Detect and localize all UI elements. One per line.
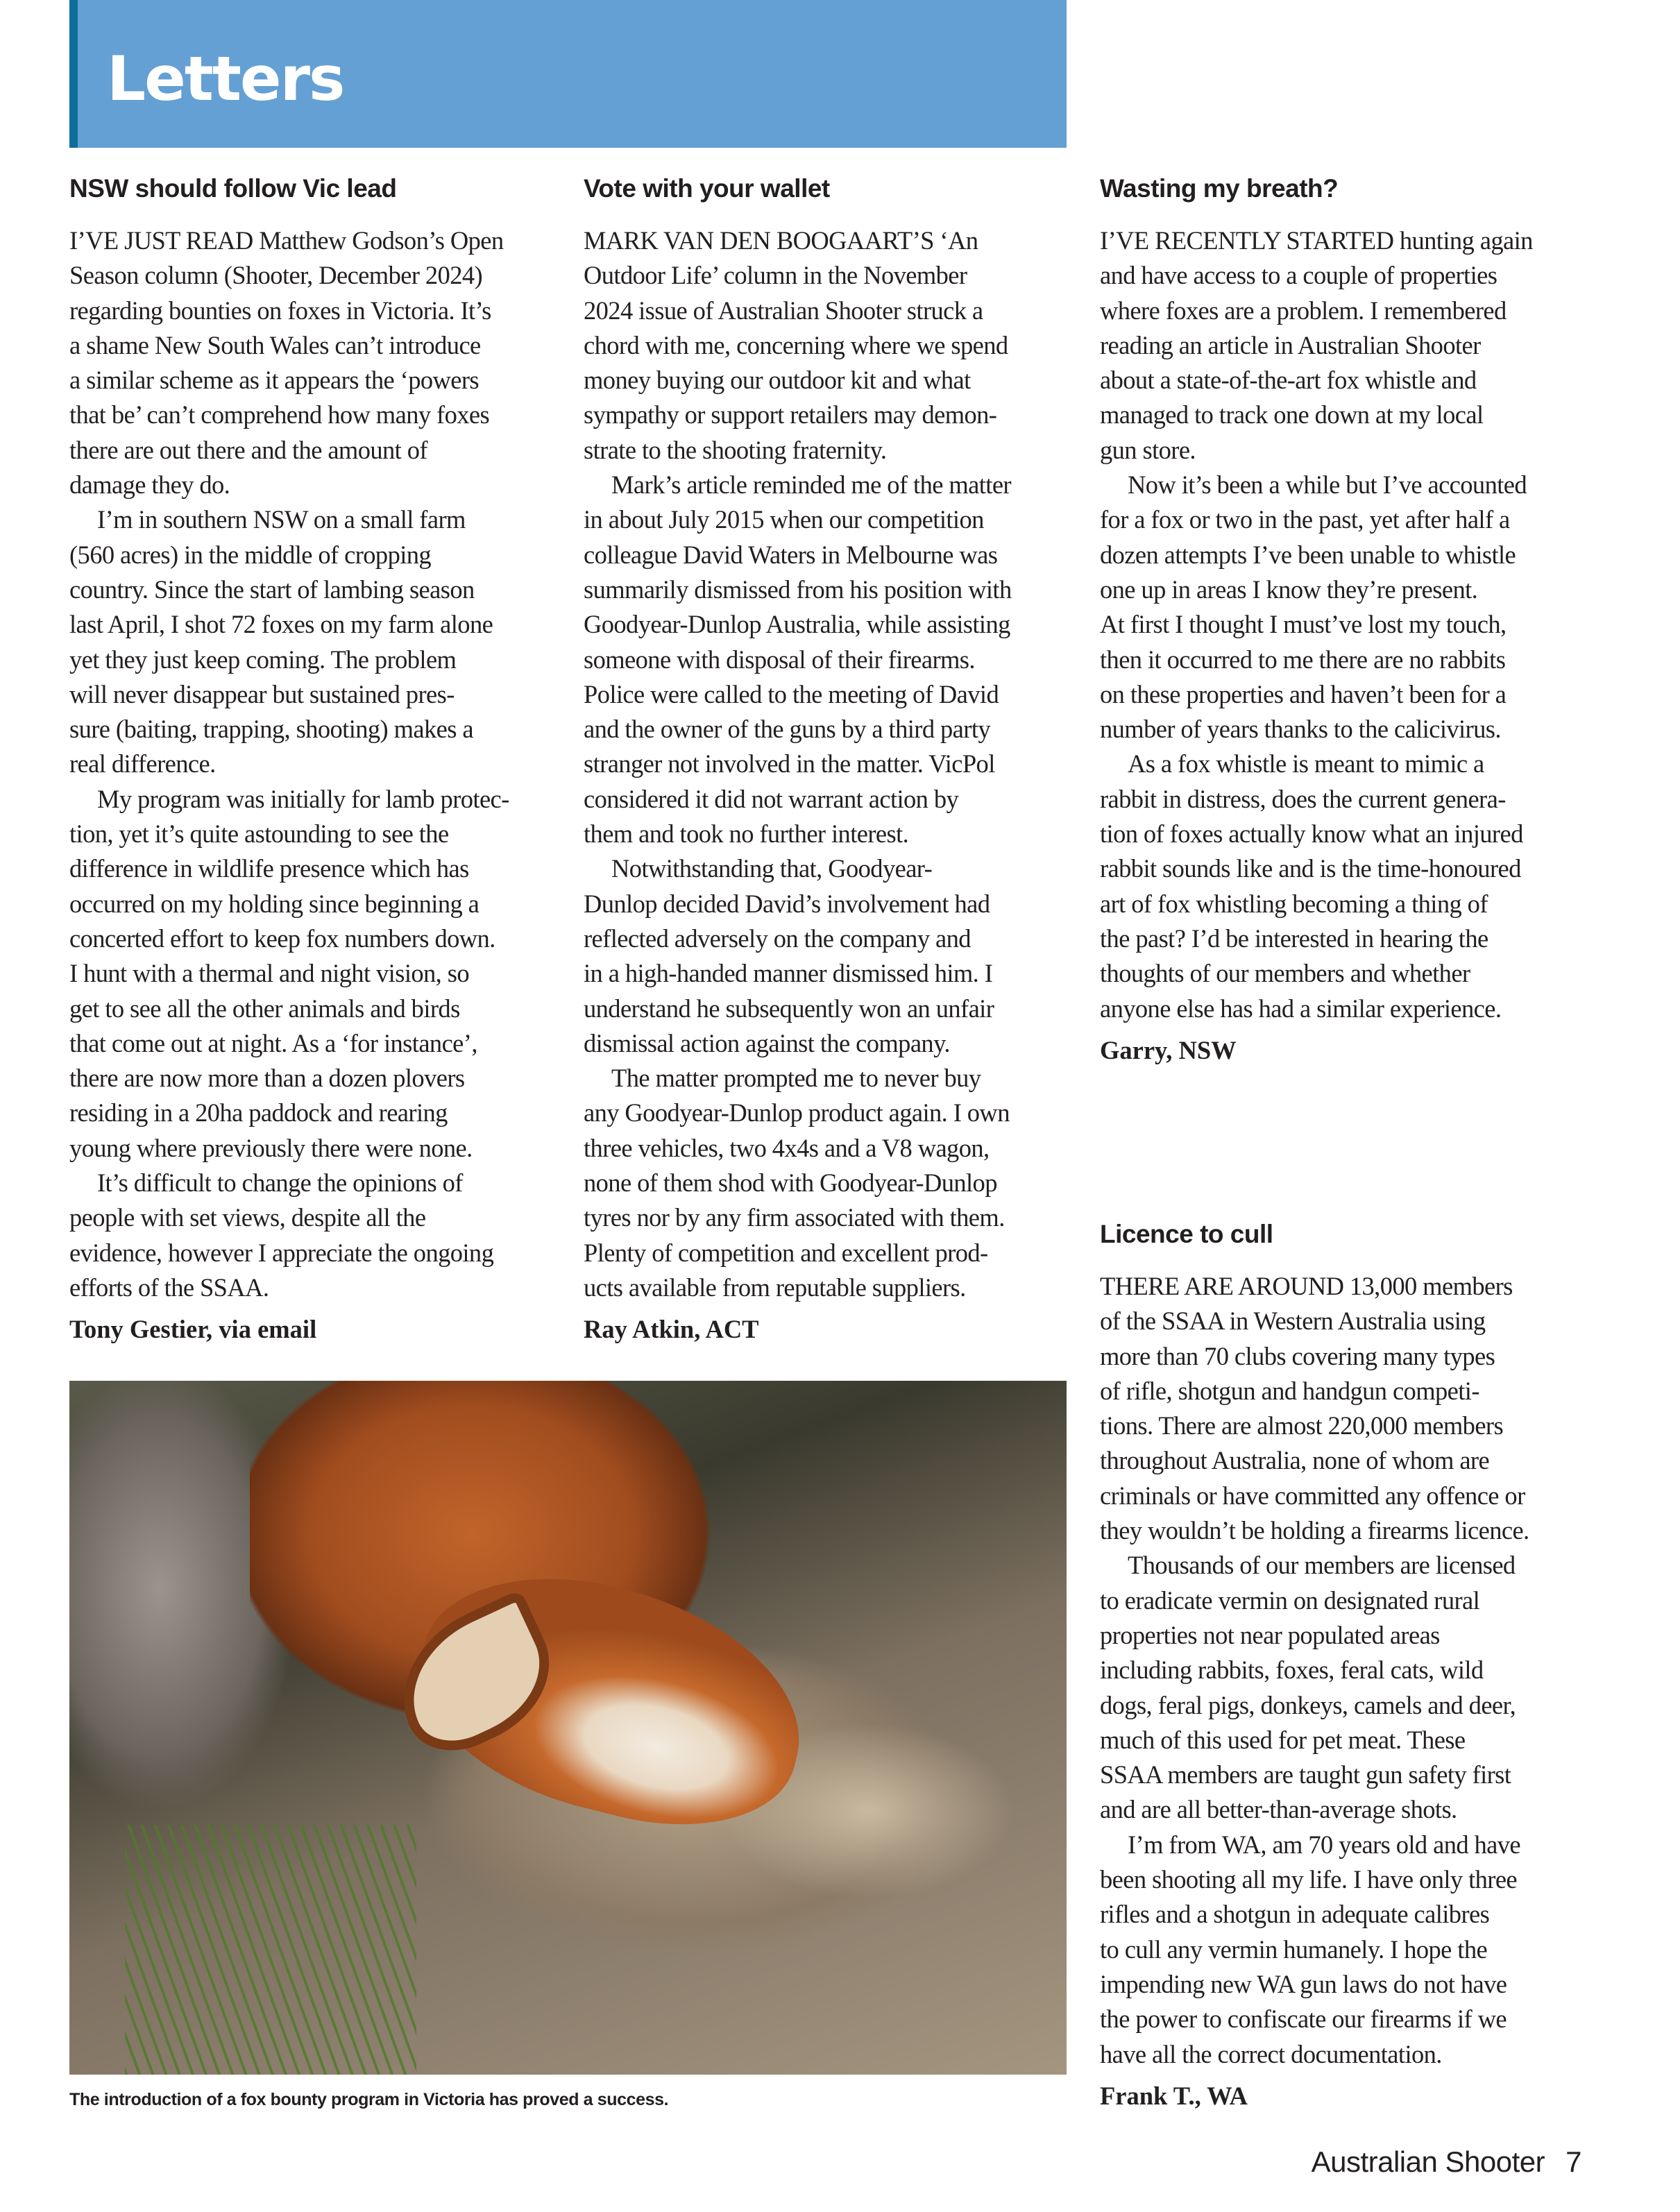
- body-text-line: concerted effort to keep fox numbers down.: [69, 924, 495, 953]
- body-text-line: to eradicate vermin on designated rural: [1100, 1585, 1480, 1615]
- body-text-line: occurred on my holding since beginning a: [69, 889, 480, 918]
- page-footer: [1312, 2145, 1581, 2179]
- body-text-line: and are all better-than-average shots.: [1100, 1795, 1457, 1824]
- section-title: Letters: [107, 43, 344, 114]
- body-text-line: reflected adversely on the company and: [584, 924, 971, 953]
- body-text-line: and the owner of the guns by a third party: [584, 715, 991, 744]
- body-text-line: chord with me, concerning where we spend: [584, 330, 1008, 359]
- body-text-line: that be’ can’t comprehend how many foxes: [69, 400, 490, 429]
- body-text-line: rabbit sounds like and is the time-honoured: [1100, 854, 1521, 883]
- body-text-line: people with set views, despite all the: [69, 1203, 426, 1232]
- body-text-line: thoughts of our members and whether: [1100, 959, 1470, 988]
- body-text-line: 2024 issue of Australian Shooter struck a: [584, 296, 983, 325]
- body-text-line: throughout Australia, none of whom are: [1100, 1446, 1490, 1475]
- body-text-line: more than 70 clubs covering many types: [1100, 1341, 1495, 1370]
- body-text-line: reading an article in Australian Shooter: [1100, 330, 1481, 359]
- body-text-line: Goodyear-Dunlop Australia, while assisting: [584, 610, 1010, 639]
- body-text-line: where foxes are a problem. I remembered: [1100, 296, 1507, 325]
- letter-heading: Vote with your wallet: [584, 174, 830, 203]
- letter-signature: Garry, NSW: [1100, 1035, 1237, 1064]
- body-text-line: Now it’s been a while but I’ve accounted: [1128, 470, 1527, 500]
- publication-name: Australian Shooter: [1311, 2145, 1545, 2178]
- body-text-line: dozen attempts I’ve been unable to whistle: [1100, 540, 1516, 569]
- body-text-line: understand he subsequently won an unfair: [584, 994, 994, 1023]
- body-text-line: money buying our outdoor kit and what: [584, 366, 971, 395]
- body-text-line: Season column (Shooter, December 2024): [69, 261, 483, 290]
- letter-heading: NSW should follow Vic lead: [69, 174, 397, 203]
- letter-wasting-breath: [1100, 173, 1600, 1068]
- letter-signature: Ray Atkin, ACT: [584, 1315, 759, 1344]
- body-text-line: I’VE RECENTLY STARTED hunting again: [1100, 226, 1533, 255]
- body-text-line: colleague David Waters in Melbourne was: [584, 540, 998, 569]
- body-text-line: including rabbits, foxes, feral cats, wild: [1100, 1656, 1484, 1685]
- body-text-line: about a state-of-the-art fox whistle and: [1100, 366, 1477, 395]
- body-text-line: difference in wildlife presence which has: [69, 854, 469, 883]
- body-text-line: Plenty of competition and excellent prod-: [584, 1238, 988, 1267]
- body-text-line: that come out at night. As a ‘for instance’,: [69, 1028, 477, 1057]
- body-text-line: then it occurred to me there are no rabbits: [1100, 645, 1506, 674]
- body-text-line: strate to the shooting fraternity.: [584, 435, 887, 464]
- body-text-line: properties not near populated areas: [1100, 1620, 1440, 1649]
- body-text-line: I’m from WA, am 70 years old and have: [1128, 1830, 1521, 1859]
- body-text-line: a similar scheme as it appears the ‘powers: [69, 366, 480, 395]
- letter-licence-to-cull: [1100, 1219, 1600, 2113]
- body-text-line: three vehicles, two 4x4s and a V8 wagon,: [584, 1133, 990, 1162]
- body-text-line: As a fox whistle is meant to mimic a: [1128, 749, 1484, 779]
- body-text-line: country. Since the start of lambing season: [69, 575, 475, 604]
- body-text-line: on these properties and haven’t been for a: [1100, 679, 1507, 708]
- body-text-line: in about July 2015 when our competition: [584, 505, 984, 534]
- page-number: 7: [1566, 2145, 1581, 2178]
- body-text-line: ucts available from reputable suppliers.: [584, 1273, 966, 1302]
- body-text-line: will never disappear but sustained pres-: [69, 679, 455, 708]
- body-text-line: gun store.: [1100, 435, 1196, 464]
- body-text-line: the past? I’d be interested in hearing the: [1100, 924, 1488, 953]
- body-text-line: any Goodyear-Dunlop product again. I own: [584, 1098, 1010, 1128]
- body-text-line: residing in a 20ha paddock and rearing: [69, 1098, 448, 1128]
- body-text-line: there are out there and the amount of: [69, 435, 427, 464]
- body-text-line: evidence, however I appreciate the ongoing: [69, 1238, 494, 1267]
- body-text-line: tions. There are almost 220,000 members: [1100, 1411, 1504, 1440]
- body-text-line: I’VE JUST READ Matthew Godson’s Open: [69, 226, 504, 255]
- body-text-line: someone with disposal of their firearms.: [584, 645, 975, 674]
- letter-heading: Wasting my breath?: [1100, 174, 1339, 203]
- body-text-line: the power to confiscate our firearms if we: [1100, 2005, 1507, 2034]
- body-text-line: dogs, feral pigs, donkeys, camels and deer,: [1100, 1690, 1516, 1719]
- body-text-line: in a high-handed manner dismissed him. I: [584, 959, 993, 988]
- body-text-line: them and took no further interest.: [584, 819, 909, 849]
- body-text-line: get to see all the other animals and birds: [69, 994, 460, 1023]
- body-text-line: rifles and a shotgun in adequate calibres: [1100, 1900, 1490, 1929]
- body-text-line: Dunlop decided David’s involvement had: [584, 889, 990, 918]
- body-text-line: art of fox whistling becoming a thing of: [1100, 889, 1488, 918]
- letter-heading: Licence to cull: [1100, 1220, 1273, 1248]
- body-text-line: I hunt with a thermal and night vision, so: [69, 959, 469, 988]
- body-text-line: tion of foxes actually know what an injured: [1100, 819, 1523, 849]
- grass: [125, 1825, 416, 2075]
- letter-vote-with-wallet: [584, 173, 1083, 1347]
- body-text-line: damage they do.: [69, 470, 230, 500]
- body-text-line: stranger not involved in the matter. VicPol: [584, 749, 995, 779]
- letter-signature: Tony Gestier, via email: [69, 1315, 317, 1344]
- body-text-line: none of them shod with Goodyear-Dunlop: [584, 1168, 997, 1198]
- body-text-line: considered it did not warrant action by: [584, 784, 959, 813]
- body-text-line: rabbit in distress, does the current genera-: [1100, 784, 1506, 813]
- body-text-line: (560 acres) in the middle of cropping: [69, 540, 432, 569]
- body-text-line: Police were called to the meeting of David: [584, 679, 999, 708]
- body-text-line: yet they just keep coming. The problem: [69, 645, 457, 674]
- body-text-line: regarding bounties on foxes in Victoria. It’s: [69, 296, 491, 325]
- letter-nsw-vic-lead: [69, 173, 569, 1347]
- letter-signature: Frank T., WA: [1100, 2081, 1248, 2110]
- body-text-line: one up in areas I know they’re present.: [1100, 575, 1478, 604]
- body-text-line: dismissal action against the company.: [584, 1028, 950, 1057]
- body-text-line: managed to track one down at my local: [1100, 400, 1484, 429]
- body-text-line: efforts of the SSAA.: [69, 1273, 269, 1302]
- body-text-line: anyone else has had a similar experience.: [1100, 994, 1502, 1023]
- body-text-line: number of years thanks to the calicivirus.: [1100, 715, 1501, 744]
- body-text-line: tion, yet it’s quite astounding to see the: [69, 819, 449, 849]
- body-text-line: a shame New South Wales can’t introduce: [69, 330, 481, 359]
- body-text-line: I’m in southern NSW on a small farm: [97, 505, 466, 534]
- body-text-line: Mark’s article reminded me of the matter: [611, 470, 1011, 500]
- body-text-line: there are now more than a dozen plovers: [69, 1064, 465, 1093]
- body-text-line: Notwithstanding that, Goodyear-: [611, 854, 933, 883]
- fox-photo: [69, 1381, 1067, 2075]
- body-text-line: The matter prompted me to never buy: [611, 1064, 981, 1093]
- body-text-line: criminals or have committed any offence or: [1100, 1481, 1525, 1510]
- body-text-line: been shooting all my life. I have only three: [1100, 1865, 1518, 1894]
- body-text-line: and have access to a couple of properties: [1100, 261, 1497, 290]
- body-text-line: last April, I shot 72 foxes on my farm alone: [69, 610, 493, 639]
- body-text-line: to cull any vermin humanely. I hope the: [1100, 1934, 1488, 1964]
- body-text-line: they wouldn’t be holding a firearms licence.: [1100, 1516, 1529, 1545]
- body-text-line: sympathy or support retailers may demon-: [584, 400, 997, 429]
- body-text-line: of rifle, shotgun and handgun competi-: [1100, 1376, 1479, 1405]
- body-text-line: MARK VAN DEN BOOGAART’S ‘An: [584, 226, 978, 255]
- body-text-line: At first I thought I must’ve lost my touch,: [1100, 610, 1507, 639]
- body-text-line: have all the correct documentation.: [1100, 2039, 1442, 2068]
- body-text-line: SSAA members are taught gun safety first: [1100, 1760, 1511, 1789]
- body-text-line: impending new WA gun laws do not have: [1100, 1969, 1507, 1998]
- body-text-line: much of this used for pet meat. These: [1100, 1725, 1466, 1754]
- body-text-line: My program was initially for lamb protec-: [97, 784, 509, 813]
- photo-caption: The introduction of a fox bounty program in Victoria has proved a success.: [69, 2090, 669, 2109]
- body-text-line: THERE ARE AROUND 13,000 members: [1100, 1272, 1513, 1300]
- body-text-line: sure (baiting, trapping, shooting) makes a: [69, 715, 473, 744]
- body-text-line: of the SSAA in Western Australia using: [1100, 1307, 1486, 1336]
- body-text-line: for a fox or two in the past, yet after half a: [1100, 505, 1510, 534]
- section-banner: [69, 0, 1067, 148]
- body-text-line: tyres nor by any firm associated with them.: [584, 1203, 1005, 1232]
- body-text-line: Outdoor Life’ column in the November: [584, 261, 967, 290]
- body-text-line: real difference.: [69, 749, 216, 779]
- body-text-line: Thousands of our members are licensed: [1128, 1551, 1516, 1580]
- body-text-line: summarily dismissed from his position with: [584, 575, 1012, 604]
- body-text-line: young where previously there were none.: [69, 1133, 473, 1162]
- banner-accent-stripe: [69, 0, 78, 148]
- body-text-line: It’s difficult to change the opinions of: [97, 1168, 463, 1198]
